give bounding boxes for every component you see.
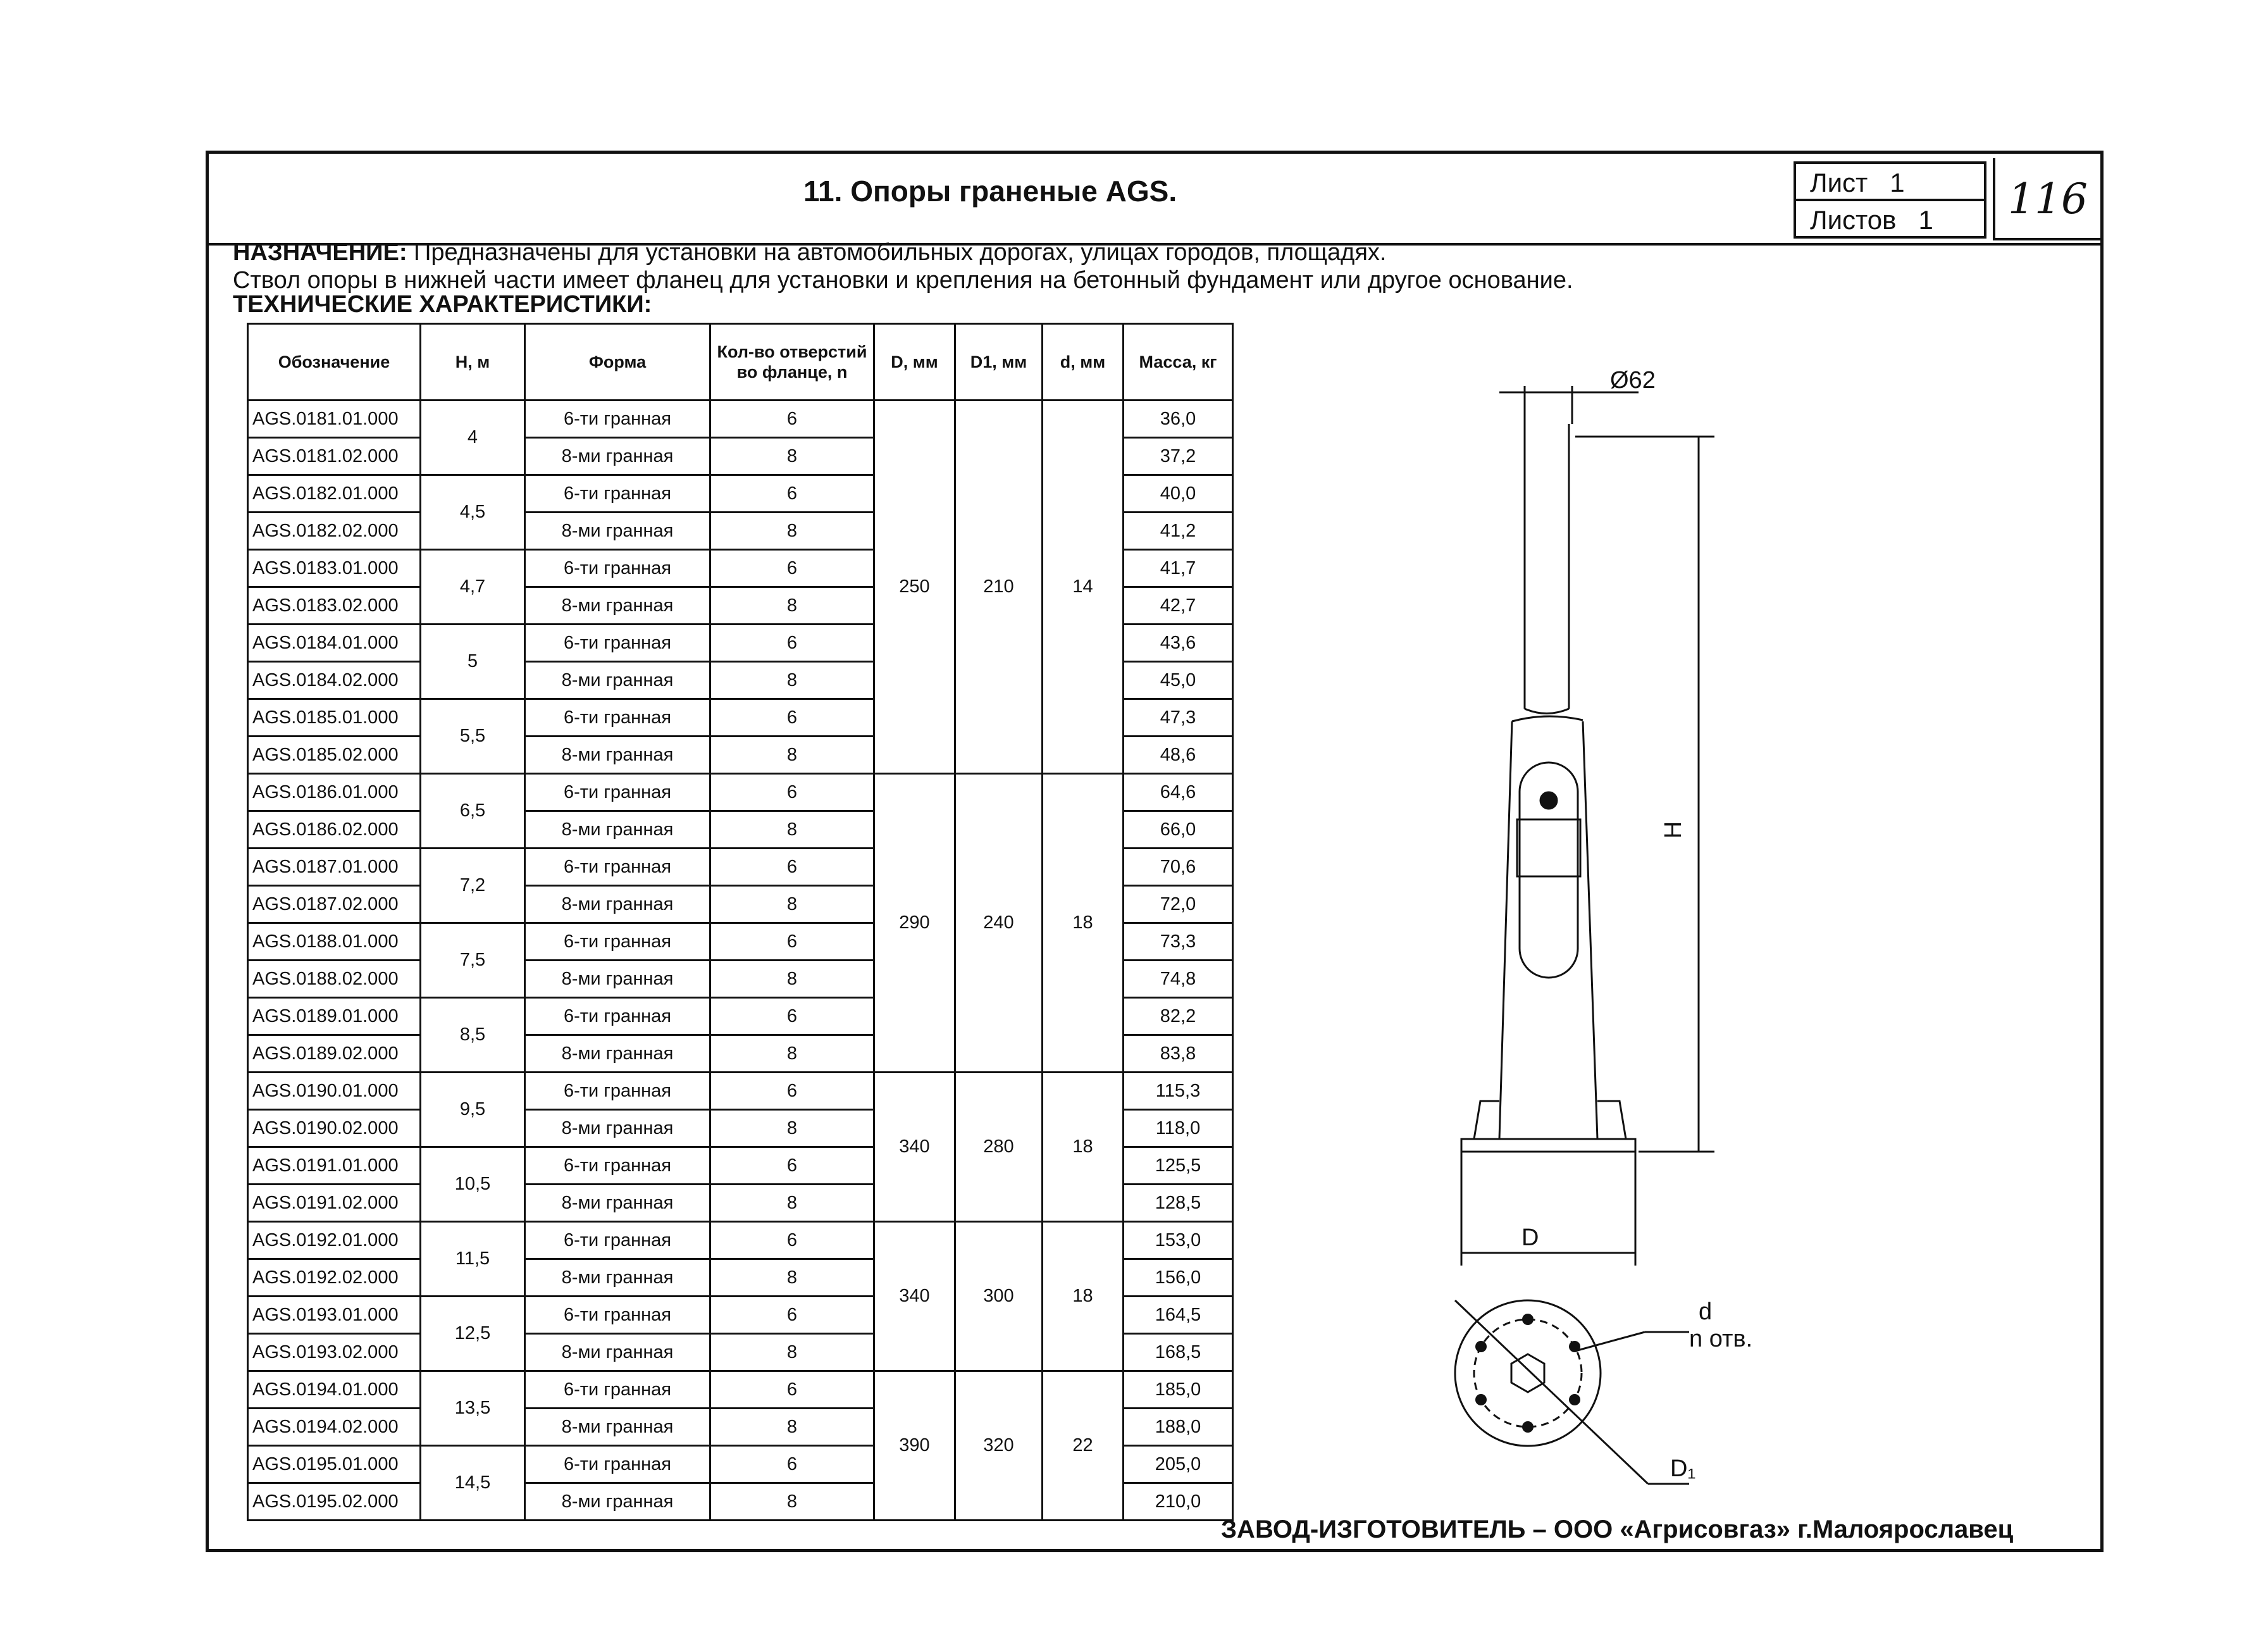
cell-shape: 6-ти гранная — [525, 401, 710, 438]
cell-mass: 115,3 — [1124, 1073, 1233, 1110]
cell-holes: 8 — [710, 1110, 874, 1147]
page-number: 116 — [1993, 158, 2100, 240]
cell-mass: 73,3 — [1124, 923, 1233, 961]
cell-mass: 48,6 — [1124, 737, 1233, 774]
cell-mass: 164,5 — [1124, 1297, 1233, 1334]
gusset-left — [1474, 1101, 1499, 1139]
cell-d-outer: 290 — [874, 774, 955, 1073]
pcd-circle — [1474, 1319, 1582, 1427]
bolt-hole-1 — [1522, 1314, 1534, 1325]
hole-count-label: n отв. — [1689, 1326, 1753, 1352]
cell-holes: 6 — [710, 1371, 874, 1409]
col-header-d-outer: D, мм — [874, 324, 955, 401]
cell-shape: 8-ми гранная — [525, 1035, 710, 1073]
cell-shape: 8-ми гранная — [525, 886, 710, 923]
cell-code: AGS.0192.01.000 — [248, 1222, 421, 1259]
cell-code: AGS.0183.01.000 — [248, 550, 421, 587]
cell-mass: 70,6 — [1124, 849, 1233, 886]
cell-mass: 83,8 — [1124, 1035, 1233, 1073]
leader-hole — [1575, 1332, 1645, 1351]
cell-holes: 8 — [710, 1334, 874, 1371]
col-header-shape: Форма — [525, 324, 710, 401]
bolt-hole-2 — [1569, 1341, 1580, 1352]
cell-holes: 6 — [710, 1446, 874, 1483]
sheet-row — [1796, 164, 1984, 201]
cell-holes: 6 — [710, 998, 874, 1035]
cell-code: AGS.0186.02.000 — [248, 811, 421, 849]
dim-top-diameter: Ø62 — [1610, 367, 1656, 394]
cell-holes: 6 — [710, 849, 874, 886]
purpose-line — [233, 239, 1386, 266]
cell-height: 4 — [421, 401, 525, 475]
cell-mass: 36,0 — [1124, 401, 1233, 438]
cell-holes: 8 — [710, 1409, 874, 1446]
cell-code: AGS.0194.01.000 — [248, 1371, 421, 1409]
cell-code: AGS.0191.02.000 — [248, 1185, 421, 1222]
cell-mass: 40,0 — [1124, 475, 1233, 513]
col-header-height: Н, м — [421, 324, 525, 401]
cell-holes: 6 — [710, 1147, 874, 1185]
cell-code: AGS.0194.02.000 — [248, 1409, 421, 1446]
cell-mass: 72,0 — [1124, 886, 1233, 923]
cell-holes: 8 — [710, 1259, 874, 1297]
pole-lower-left — [1499, 721, 1512, 1139]
cell-height: 14,5 — [421, 1446, 525, 1521]
purpose-label: НАЗНАЧЕНИЕ: — [233, 239, 407, 266]
cell-shape: 8-ми гранная — [525, 513, 710, 550]
cell-code: AGS.0189.01.000 — [248, 998, 421, 1035]
cell-mass: 128,5 — [1124, 1185, 1233, 1222]
cell-shape: 8-ми гранная — [525, 1409, 710, 1446]
cell-code: AGS.0182.02.000 — [248, 513, 421, 550]
cell-mass: 153,0 — [1124, 1222, 1233, 1259]
cell-d-hole: 18 — [1043, 1073, 1124, 1222]
cell-shape: 8-ми гранная — [525, 662, 710, 699]
bolt-hole-4 — [1522, 1421, 1534, 1433]
cell-holes: 8 — [710, 1035, 874, 1073]
cell-code: AGS.0181.02.000 — [248, 438, 421, 475]
cell-shape: 6-ти гранная — [525, 699, 710, 737]
cell-mass: 47,3 — [1124, 699, 1233, 737]
sheets-total-row — [1796, 201, 1984, 239]
cell-holes: 6 — [710, 401, 874, 438]
cell-shape: 6-ти гранная — [525, 923, 710, 961]
cell-code: AGS.0195.02.000 — [248, 1483, 421, 1521]
cell-shape: 8-ми гранная — [525, 587, 710, 625]
cell-holes: 6 — [710, 550, 874, 587]
cell-shape: 8-ми гранная — [525, 438, 710, 475]
cell-holes: 8 — [710, 737, 874, 774]
cell-mass: 82,2 — [1124, 998, 1233, 1035]
table-row — [248, 1222, 1233, 1259]
cell-code: AGS.0190.02.000 — [248, 1110, 421, 1147]
pcd-label: D₁ — [1670, 1455, 1696, 1482]
cell-mass: 188,0 — [1124, 1409, 1233, 1446]
purpose-line-2: Ствол опоры в нижней части имеет фланец для установки и крепления на бетонный фундамент или другое основание. — [233, 267, 1573, 294]
specs-heading: ТЕХНИЧЕСКИЕ ХАРАКТЕРИСТИКИ: — [233, 291, 652, 318]
cell-mass: 118,0 — [1124, 1110, 1233, 1147]
cell-code: AGS.0185.01.000 — [248, 699, 421, 737]
manufacturer: ЗАВОД-ИЗГОТОВИТЕЛЬ – ООО «Агрисовгаз» г.Малоярославец — [1221, 1516, 2014, 1543]
cell-mass: 64,6 — [1124, 774, 1233, 811]
cell-height: 6,5 — [421, 774, 525, 849]
cell-code: AGS.0181.01.000 — [248, 401, 421, 438]
cell-mass: 210,0 — [1124, 1483, 1233, 1521]
cell-holes: 8 — [710, 662, 874, 699]
cell-shape: 6-ти гранная — [525, 1222, 710, 1259]
cell-mass: 41,7 — [1124, 550, 1233, 587]
cell-code: AGS.0188.01.000 — [248, 923, 421, 961]
cell-shape: 8-ми гранная — [525, 1185, 710, 1222]
cell-holes: 8 — [710, 587, 874, 625]
cell-code: AGS.0184.02.000 — [248, 662, 421, 699]
cell-mass: 185,0 — [1124, 1371, 1233, 1409]
bolt-hole-5 — [1475, 1394, 1487, 1405]
cell-code: AGS.0190.01.000 — [248, 1073, 421, 1110]
grounding-bolt — [1540, 792, 1557, 809]
cell-shape: 6-ти гранная — [525, 1147, 710, 1185]
cell-mass: 42,7 — [1124, 587, 1233, 625]
dim-base-label: D — [1521, 1224, 1539, 1251]
cell-mass: 125,5 — [1124, 1147, 1233, 1185]
bolt-hole-6 — [1475, 1341, 1487, 1352]
cell-holes: 8 — [710, 1185, 874, 1222]
cell-shape: 6-ти гранная — [525, 1073, 710, 1110]
pole-break-line — [1525, 709, 1569, 714]
cell-code: AGS.0187.01.000 — [248, 849, 421, 886]
cell-height: 11,5 — [421, 1222, 525, 1297]
cell-code: AGS.0191.01.000 — [248, 1147, 421, 1185]
page-title: 11. Опоры граненые AGS. — [803, 175, 1177, 208]
table-header-row — [248, 324, 1233, 401]
cell-shape: 6-ти гранная — [525, 475, 710, 513]
col-header-holes: Кол-во отверстий во фланце, n — [710, 324, 874, 401]
cell-height: 13,5 — [421, 1371, 525, 1446]
col-header-mass: Масса, кг — [1124, 324, 1233, 401]
cell-shape: 6-ти гранная — [525, 998, 710, 1035]
dim-height-label: H — [1660, 821, 1687, 839]
cell-shape: 6-ти гранная — [525, 1371, 710, 1409]
cell-d-hole: 18 — [1043, 774, 1124, 1073]
sheets-total-value: 1 — [1918, 205, 1933, 235]
cell-d-hole: 22 — [1043, 1371, 1124, 1521]
cell-shape: 8-ми гранная — [525, 1334, 710, 1371]
cell-height: 5,5 — [421, 699, 525, 774]
cell-code: AGS.0189.02.000 — [248, 1035, 421, 1073]
cell-mass: 37,2 — [1124, 438, 1233, 475]
cell-code: AGS.0187.02.000 — [248, 886, 421, 923]
col-header-code: Обозначение — [248, 324, 421, 401]
pole-break-line-lower — [1512, 716, 1583, 721]
cell-code: AGS.0188.02.000 — [248, 961, 421, 998]
cell-shape: 6-ти гранная — [525, 1446, 710, 1483]
cell-d1: 280 — [955, 1073, 1043, 1222]
hole-diameter-label: d — [1699, 1298, 1713, 1325]
gusset-right — [1597, 1101, 1626, 1139]
cell-shape: 8-ми гранная — [525, 811, 710, 849]
cell-shape: 6-ти гранная — [525, 1297, 710, 1334]
cell-holes: 6 — [710, 475, 874, 513]
cell-mass: 66,0 — [1124, 811, 1233, 849]
cell-height: 12,5 — [421, 1297, 525, 1371]
sheet-value: 1 — [1890, 168, 1905, 197]
cell-holes: 8 — [710, 513, 874, 550]
cell-height: 9,5 — [421, 1073, 525, 1147]
cell-mass: 41,2 — [1124, 513, 1233, 550]
cell-d1: 210 — [955, 401, 1043, 774]
cell-d1: 240 — [955, 774, 1043, 1073]
cell-code: AGS.0193.02.000 — [248, 1334, 421, 1371]
cell-code: AGS.0193.01.000 — [248, 1297, 421, 1334]
pole-lower-right — [1583, 721, 1597, 1139]
table-row — [248, 401, 1233, 438]
cell-code: AGS.0184.01.000 — [248, 625, 421, 662]
cell-code: AGS.0182.01.000 — [248, 475, 421, 513]
cell-shape: 6-ти гранная — [525, 625, 710, 662]
cell-mass: 168,5 — [1124, 1334, 1233, 1371]
cell-d1: 320 — [955, 1371, 1043, 1521]
terminal-box — [1517, 819, 1580, 876]
cell-mass: 156,0 — [1124, 1259, 1233, 1297]
specs-table — [247, 323, 1234, 1521]
cell-shape: 6-ти гранная — [525, 774, 710, 811]
cell-holes: 8 — [710, 961, 874, 998]
cell-shape: 8-ми гранная — [525, 1110, 710, 1147]
table-row — [248, 1371, 1233, 1409]
sheet-info-box — [1794, 161, 1986, 239]
cell-d1: 300 — [955, 1222, 1043, 1371]
base-flange — [1461, 1139, 1635, 1152]
cell-shape: 8-ми гранная — [525, 1259, 710, 1297]
cell-holes: 6 — [710, 1297, 874, 1334]
cell-d-hole: 18 — [1043, 1222, 1124, 1371]
cell-d-outer: 340 — [874, 1222, 955, 1371]
cell-shape: 6-ти гранная — [525, 849, 710, 886]
cell-height: 4,5 — [421, 475, 525, 550]
cell-holes: 6 — [710, 923, 874, 961]
cell-code: AGS.0186.01.000 — [248, 774, 421, 811]
cell-d-outer: 250 — [874, 401, 955, 774]
cell-code: AGS.0183.02.000 — [248, 587, 421, 625]
col-header-d-hole: d, мм — [1043, 324, 1124, 401]
cell-holes: 6 — [710, 774, 874, 811]
cell-height: 7,2 — [421, 849, 525, 923]
cell-holes: 6 — [710, 1073, 874, 1110]
bolt-hole-3 — [1569, 1394, 1580, 1405]
cell-d-hole: 14 — [1043, 401, 1124, 774]
cell-height: 7,5 — [421, 923, 525, 998]
cell-height: 8,5 — [421, 998, 525, 1073]
cell-mass: 205,0 — [1124, 1446, 1233, 1483]
cell-mass: 45,0 — [1124, 662, 1233, 699]
table-row — [248, 774, 1233, 811]
cell-holes: 8 — [710, 886, 874, 923]
cell-shape: 8-ми гранная — [525, 1483, 710, 1521]
cell-shape: 6-ти гранная — [525, 550, 710, 587]
cell-d-outer: 340 — [874, 1073, 955, 1222]
cell-height: 10,5 — [421, 1147, 525, 1222]
cell-holes: 8 — [710, 1483, 874, 1521]
sheet-label: Лист — [1810, 168, 1868, 197]
cell-height: 4,7 — [421, 550, 525, 625]
cell-mass: 43,6 — [1124, 625, 1233, 662]
cell-holes: 8 — [710, 811, 874, 849]
purpose-text: Предназначены для установки на автомобильных дорогах, улицах городов, площадях. — [414, 239, 1387, 266]
pole-drawing — [1436, 354, 1866, 1519]
cell-d-outer: 390 — [874, 1371, 955, 1521]
cell-holes: 8 — [710, 438, 874, 475]
cell-shape: 8-ми гранная — [525, 737, 710, 774]
cell-holes: 6 — [710, 1222, 874, 1259]
cell-holes: 6 — [710, 699, 874, 737]
cell-code: AGS.0185.02.000 — [248, 737, 421, 774]
col-header-d1: D1, мм — [955, 324, 1043, 401]
cell-height: 5 — [421, 625, 525, 699]
cell-shape: 8-ми гранная — [525, 961, 710, 998]
cell-mass: 74,8 — [1124, 961, 1233, 998]
leader-d1 — [1455, 1300, 1648, 1484]
cell-code: AGS.0192.02.000 — [248, 1259, 421, 1297]
cell-holes: 6 — [710, 625, 874, 662]
table-row — [248, 1073, 1233, 1110]
sheets-total-label: Листов — [1810, 205, 1897, 235]
cell-code: AGS.0195.01.000 — [248, 1446, 421, 1483]
